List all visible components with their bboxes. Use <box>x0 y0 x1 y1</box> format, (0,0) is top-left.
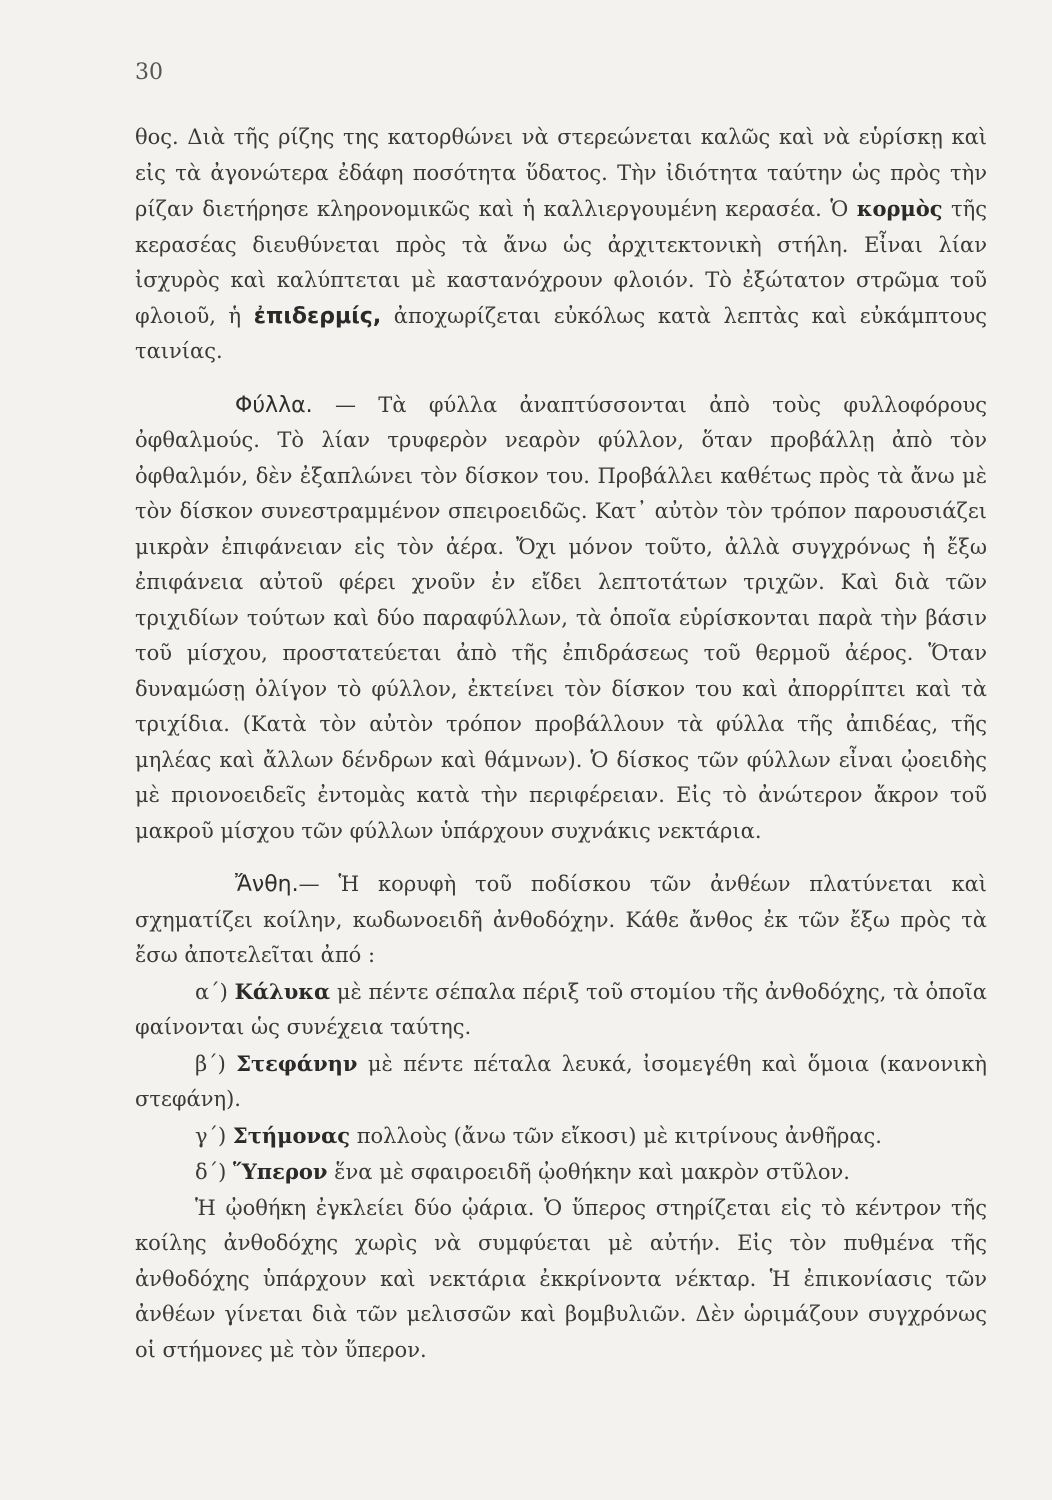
text-run: θος. Διὰ τῆς ρίζης της κατορθώνει νὰ στερεώνεται καλῶς καὶ νὰ εὑρίσκῃ καὶ εἰς τὰ ἀγονώτερα ἐδάφη ποσότητα ὕδατος. Τὴν ἰδιότητα ταύτην ὡς πρὸς τὴν ρίζαν διετήρησε κληρονομικῶς καὶ ἡ καλλιεργουμένη κερασέα. Ὁ <box>135 125 987 221</box>
text-run: ἀποχωρίζεται εὐκόλως κατὰ λεπτὰς καὶ εὐκάμπτους ταινίας. <box>135 303 987 363</box>
list-text: μὲ πέντε πέταλα λευκά, ἰσομεγέθη καὶ ὅμοια (κανονικὴ στεφάνη). <box>135 1051 987 1111</box>
list-term: Στήμονας <box>232 1122 351 1148</box>
list-item <box>135 1118 987 1155</box>
list-text: ἕνα μὲ σφαιροειδῆ ᾠοθήκην καὶ μακρὸν στῦλον. <box>327 1160 850 1184</box>
list-term: Κάλυκα <box>234 978 331 1004</box>
list-text: πολλοὺς (ἄνω τῶν εἴκοσι) μὲ κιτρίνους ἀνθῆρας. <box>350 1123 882 1148</box>
paragraph-leaves <box>135 388 987 850</box>
list-label: α΄) <box>195 979 235 1004</box>
section-heading-leaves: Φύλλα. <box>235 392 313 418</box>
page-number: 30 <box>135 60 163 85</box>
term-trunk: κορμὸς <box>856 196 943 221</box>
list-term: Στεφάνην <box>236 1050 358 1076</box>
paragraph-ovary: Ἡ ᾠοθήκη ἐγκλείει δύο ᾠάρια. Ὁ ὕπερος στηρίζεται εἰς τὸ κέντρον τῆς κοίλης ἀνθοδόχης χωρὶς νὰ συμφύεται μὲ αὐτήν. Εἰς τὸν πυθμένα τῆς ἀνθοδόχης ὑπάρχουν καὶ νεκτάρια ἐκκρίνοντα νέκταρ. Ἡ ἐπικονίασις τῶν ἀνθέων γίνεται διὰ τῶν μελισσῶν καὶ βομβυλιῶν. Δὲν ὡριμάζουν συγχρόνως οἱ στήμονες μὲ τὸν ὕπερον. <box>135 1195 987 1362</box>
text-run: — Τὰ φύλλα ἀναπτύσσονται ἀπὸ τοὺς φυλλοφόρους ὀφθαλμούς. Τὸ λίαν τρυφερὸν νεαρὸν φύλλον, ὅταν προβάλλῃ ἀπὸ τὸν ὀφθαλμόν, δὲν ἐξαπλώνει τὸν δίσκον του. Προβάλλει καθέτως πρὸς τὰ ἄνω μὲ τὸν δίσκον συνεστραμμένον σπειροειδῶς. Κατ᾿ αὐτὸν τὸν τρόπον παρουσιάζει μικρὰν ἐπιφάνειαν εἰς τὸν ἀέρα. Ὄχι μόνον τοῦτο, ἀλλὰ συγχρόνως ἡ ἔξω ἐπιφάνεια αὐτοῦ φέρει χνοῦν ἐν εἴδει λεπτοτάτων τριχῶν. Καὶ διὰ τῶν τριχιδίων τούτων καὶ δύο παραφύλλων, τὰ ὁποῖα εὑρίσκονται παρὰ τὴν βάσιν τοῦ μίσχου, προστατεύεται ἀπὸ τῆς ἐπιδράσεως τοῦ θερμοῦ ἀέρος. Ὅταν δυναμώσῃ ὀλίγον τὸ φύλλον, ἐκτείνει τὸν δίσκον του καὶ ἀπορρίπτει καὶ τὰ τριχίδια. (Κατὰ τὸν αὐτὸν τρόπον προβάλλουν τὰ φύλλα τῆς ἀπιδέας, τῆς μηλέας καὶ ἄλλων δένδρων καὶ θάμνων). Ὁ δίσκος τῶν φύλλων εἶναι ᾠοειδὴς μὲ πριονοειδεῖς ἐντομὰς κατὰ τὴν περιφέρειαν. Εἰς τὸ ἀνώτερον ἄκρον τοῦ μακροῦ μίσχου τῶν φύλλων ὑπάρχουν συχνάκις νεκτάρια. <box>135 392 987 843</box>
list-term: Ὕπερον <box>233 1159 328 1184</box>
list-item <box>135 1154 987 1191</box>
body-text <box>135 120 987 1368</box>
list-label: β΄) <box>195 1051 237 1076</box>
term-epidermis: ἐπιδερμίς, <box>253 303 382 329</box>
paragraph-trunk <box>135 120 987 370</box>
list-label: γ΄) <box>195 1123 233 1148</box>
paragraph-flowers <box>135 867 987 974</box>
text-run: τῆς κερασέας διευθύνεται πρὸς τὰ ἄνω ὡς ἀρχιτεκτονικὴ στήλη. Εἶναι λίαν ἰσχυρὸς καὶ καλύπτεται μὲ καστανόχρουν φλοιόν. Τὸ ἐξώτατον στρῶμα τοῦ φλοιοῦ, ἡ <box>135 197 987 328</box>
list-item <box>135 1046 987 1118</box>
section-heading-flowers: Ἄνθη. <box>235 872 299 897</box>
text-run: — Ἡ κορυφὴ τοῦ ποδίσκου τῶν ἀνθέων πλατύνεται καὶ σχηματίζει κοίλην, κωδωνοειδῆ ἀνθοδόχην. Κάθε ἄνθος ἐκ τῶν ἔξω πρὸς τὰ ἔσω ἀποτελεῖται ἀπό : <box>135 872 987 967</box>
list-text: μὲ πέντε σέπαλα πέριξ τοῦ στομίου τῆς ἀνθοδόχης, τὰ ὁποῖα φαίνονται ὡς συνέχεια ταύτης. <box>135 979 987 1039</box>
list-label: δ΄) <box>195 1160 234 1184</box>
list-item <box>135 974 987 1046</box>
